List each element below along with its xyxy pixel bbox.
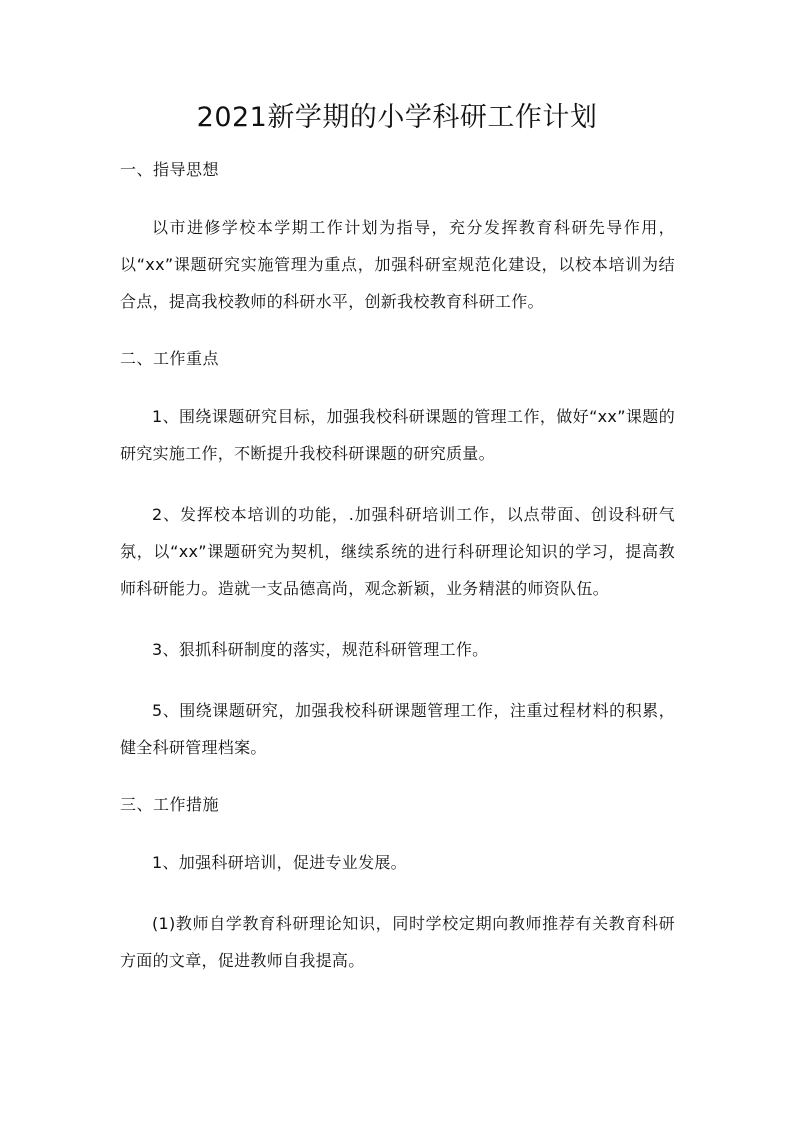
document-title: 2021新学期的小学科研工作计划 <box>196 102 598 133</box>
document-body <box>120 155 675 1003</box>
section-guiding-ideology <box>120 155 675 320</box>
body-paragraph: 5、围绕课题研究，加强我校科研课题管理工作，注重过程材料的积累，健全科研管理档案。 <box>120 701 675 757</box>
section-work-measures <box>120 790 675 979</box>
section-heading: 二、工作重点 <box>120 349 220 368</box>
section-heading: 三、工作措施 <box>120 795 220 814</box>
body-paragraph: 3、狠抓科研制度的落实，规范科研管理工作。 <box>152 640 489 659</box>
body-paragraph: (1)教师自学教育科研理论知识，同时学校定期向教师推荐有关教育科研方面的文章，促进教师自我提高。 <box>120 914 675 970</box>
section-work-focus <box>120 344 675 766</box>
section-heading: 一、指导思想 <box>120 160 220 179</box>
body-paragraph: 1、围绕课题研究目标，加强我校科研课题的管理工作，做好“xx”课题的研究实施工作，不断提升我校科研课题的研究质量。 <box>120 407 675 463</box>
body-paragraph: 以市进修学校本学期工作计划为指导，充分发挥教育科研先导作用，以“xx”课题研究实施管理为重点，加强科研室规范化建设，以校本培训为结合点，提高我校教师的科研水平，创新我校教育科研工作。 <box>120 218 675 311</box>
body-paragraph: 1、加强科研培训，促进专业发展。 <box>152 853 407 872</box>
body-paragraph: 2、发挥校本培训的功能，.加强科研培训工作，以点带面、创设科研气氛，以“xx”课题研究为契机，继续系统的进行科研理论知识的学习，提高教师科研能力。造就一支品德高尚，观念新颖，业务精湛的师资队伍。 <box>120 505 675 598</box>
